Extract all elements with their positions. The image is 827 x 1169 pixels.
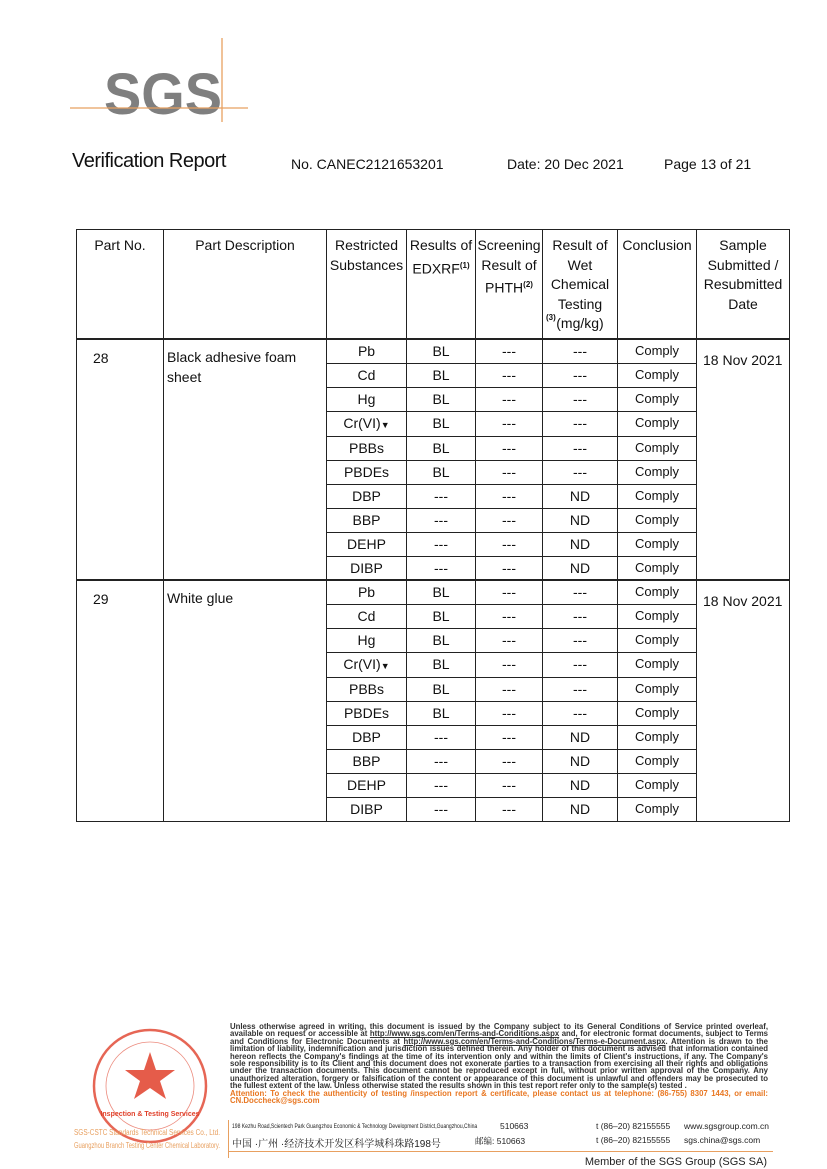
conclusion: Comply — [618, 604, 697, 628]
stamp-branch: Guangzhou Branch Testing Center Chemical Laboratory. — [74, 1141, 220, 1150]
header-wet-chemical-label: Result of Wet Chemical Testing (mg/kg) — [550, 237, 610, 331]
header-edxrf: Results of EDXRF$^{(1)}$ — [407, 230, 476, 340]
conclusion: Comply — [618, 339, 697, 363]
edxrf-result: --- — [407, 556, 476, 580]
phth-result: --- — [476, 604, 543, 628]
header-part-description: Part Description — [164, 230, 327, 340]
page-number: Page 13 of 21 — [664, 156, 752, 172]
sample-submitted-date: 18 Nov 2021 — [697, 339, 790, 580]
restricted-substance: Pb — [327, 339, 407, 363]
report-date: Date: 20 Dec 2021 — [507, 156, 624, 172]
part-no: 28 — [77, 339, 164, 580]
wet-chemical-result: --- — [543, 652, 618, 677]
restricted-substance: Cd — [327, 604, 407, 628]
wet-chemical-result: ND — [543, 556, 618, 580]
edxrf-result: BL — [407, 460, 476, 484]
conclusion: Comply — [618, 797, 697, 821]
edxrf-result: BL — [407, 701, 476, 725]
triangle-marker-icon: ▼ — [380, 660, 390, 671]
restricted-substance: BBP — [327, 508, 407, 532]
table-row — [77, 339, 790, 363]
phth-result: --- — [476, 387, 543, 411]
restricted-substance: PBBs — [327, 677, 407, 701]
wet-chemical-result: --- — [543, 628, 618, 652]
triangle-marker-icon: ▼ — [380, 419, 390, 430]
wet-chemical-result: --- — [543, 411, 618, 436]
header-restricted-substances: Restricted Substances — [327, 230, 407, 340]
restricted-substance: DIBP — [327, 556, 407, 580]
telephone-1: t (86–20) 82155555 — [596, 1121, 671, 1131]
edxrf-result: BL — [407, 580, 476, 604]
sgs-logo — [70, 38, 250, 128]
edxrf-result: --- — [407, 749, 476, 773]
edxrf-result: --- — [407, 484, 476, 508]
edxrf-result: BL — [407, 436, 476, 460]
phth-result: --- — [476, 363, 543, 387]
phth-result: --- — [476, 677, 543, 701]
authenticity-notice: Attention: To check the authenticity of testing /inspection report & certificate, please contact us at telephone: (86-755) 8307 1443, or email: CN.Doccheck@sgs.com — [230, 1088, 768, 1106]
table-header-row — [77, 230, 790, 340]
report-number: No. CANEC2121653201 — [291, 156, 444, 172]
email: sgs.china@sgs.com — [684, 1135, 761, 1145]
part-no: 29 — [77, 580, 164, 821]
edxrf-result: --- — [407, 725, 476, 749]
part-description: White glue — [164, 580, 327, 821]
company-stamp — [72, 1016, 222, 1166]
header-wet-chemical-footnote: (3) — [546, 313, 556, 322]
conclusion: Comply — [618, 773, 697, 797]
edxrf-result: --- — [407, 797, 476, 821]
wet-chemical-result: ND — [543, 797, 618, 821]
edxrf-result: BL — [407, 363, 476, 387]
phth-result: --- — [476, 556, 543, 580]
wet-chemical-result: --- — [543, 339, 618, 363]
conclusion: Comply — [618, 628, 697, 652]
terms-e-document-link[interactable]: http://www.sgs.com/en/Terms-and-Conditions/Terms-e-Document.aspx — [403, 1036, 666, 1046]
legal-disclaimer: Unless otherwise agreed in writing, this document is issued by the Company subject to its General Conditions of Service printed overleaf, available on request or accessible at http://www.sgs.com/en/Terms-and-Conditions.aspx and, for electronic format documents, subject to Terms and Conditions for Electronic Documents at http://www.sgs.com/en/Terms-and-Conditions/Terms-e-Document.aspx. Attention is drawn to the limitation of liability, indemnification and jurisdiction issues defined therein. Any holder of this document is advised that information contained hereon reflects the Company's findings at the time of its intervention only and within the limits of Client's instructions, if any. The Company's sole responsibility is to its Client and this document does not exonerate parties to a transaction from exercising all their rights and obligations under the transaction documents. This document cannot be reproduced except in full, without prior written approval of the Company. Any unauthorized alteration, forgery or falsification of the content or appearance of this document is unlawful and offenders may be prosecuted to the fullest extent of the law. Unless otherwise stated the results shown in this test report refer only to the sample(s) tested . Attention: To check the authenticity of testing /inspection report & certificate, please contact us at telephone: (86-755) 8307 1443, or email: CN.Doccheck@sgs.com — [230, 1022, 769, 1106]
sgs-logo-text: SGS — [104, 62, 222, 127]
conclusion: Comply — [618, 556, 697, 580]
edxrf-result: --- — [407, 773, 476, 797]
results-table — [76, 229, 790, 822]
wet-chemical-result: ND — [543, 773, 618, 797]
restricted-substance: BBP — [327, 749, 407, 773]
star-icon — [125, 1052, 175, 1099]
header-wet-chemical — [543, 230, 618, 340]
wet-chemical-result: --- — [543, 363, 618, 387]
conclusion: Comply — [618, 532, 697, 556]
phth-result: --- — [476, 532, 543, 556]
restricted-substance: Cd — [327, 363, 407, 387]
conclusion: Comply — [618, 484, 697, 508]
phth-result: --- — [476, 652, 543, 677]
conclusion: Comply — [618, 508, 697, 532]
conclusion: Comply — [618, 677, 697, 701]
restricted-substance: DBP — [327, 484, 407, 508]
conclusion: Comply — [618, 460, 697, 484]
report-title: Verification Report — [72, 150, 226, 172]
restricted-substance: DEHP — [327, 532, 407, 556]
conclusion: Comply — [618, 725, 697, 749]
stamp-label: Inspection & Testing Services — [100, 1111, 200, 1118]
stamp-company: SGS-CSTC Standards Technical Services Co., Ltd. — [74, 1128, 220, 1137]
phth-result: --- — [476, 701, 543, 725]
edxrf-result: --- — [407, 532, 476, 556]
wet-chemical-result: --- — [543, 460, 618, 484]
phth-result: --- — [476, 749, 543, 773]
conclusion: Comply — [618, 749, 697, 773]
wet-chemical-result: --- — [543, 677, 618, 701]
phth-result: --- — [476, 411, 543, 436]
wet-chemical-result: --- — [543, 580, 618, 604]
edxrf-result: --- — [407, 508, 476, 532]
wet-chemical-result: ND — [543, 532, 618, 556]
restricted-substance: Cr(VI)▼ — [327, 411, 407, 436]
conclusion: Comply — [618, 580, 697, 604]
edxrf-result: BL — [407, 652, 476, 677]
phth-result: --- — [476, 508, 543, 532]
edxrf-result: BL — [407, 387, 476, 411]
sample-submitted-date: 18 Nov 2021 — [697, 580, 790, 821]
header-sample-date: Sample Submitted / Resubmitted Date — [697, 230, 790, 340]
conclusion: Comply — [618, 652, 697, 677]
phth-result: --- — [476, 484, 543, 508]
restricted-substance: DEHP — [327, 773, 407, 797]
conclusion: Comply — [618, 411, 697, 436]
header-conclusion: Conclusion — [618, 230, 697, 340]
restricted-substance: Pb — [327, 580, 407, 604]
restricted-substance: DIBP — [327, 797, 407, 821]
phth-result: --- — [476, 580, 543, 604]
postcode-chinese: 邮编: 510663 — [475, 1136, 526, 1146]
phth-result: --- — [476, 797, 543, 821]
edxrf-result: BL — [407, 628, 476, 652]
telephone-2: t (86–20) 82155555 — [596, 1135, 671, 1145]
header-phth: Screening Result of PHTH$^{(2)}$ — [476, 230, 543, 340]
wet-chemical-result: --- — [543, 436, 618, 460]
phth-result: --- — [476, 436, 543, 460]
wet-chemical-result: --- — [543, 701, 618, 725]
wet-chemical-result: ND — [543, 725, 618, 749]
postcode-english: 510663 — [500, 1121, 529, 1131]
website: www.sgsgroup.com.cn — [684, 1121, 770, 1131]
phth-result: --- — [476, 725, 543, 749]
terms-link[interactable]: http://www.sgs.com/en/Terms-and-Conditions.aspx — [369, 1029, 560, 1039]
restricted-substance: Cr(VI)▼ — [327, 652, 407, 677]
address-english: 198 Kezhu Road,Scientech Park Guangzhou Economic & Technology Development District,Guangzhou,China — [232, 1123, 478, 1130]
edxrf-result: BL — [407, 339, 476, 363]
wet-chemical-result: --- — [543, 604, 618, 628]
restricted-substance: PBDEs — [327, 460, 407, 484]
phth-result: --- — [476, 460, 543, 484]
address-chinese: 中国 ·广州 ·经济技术开发区科学城科珠路198号 — [232, 1139, 441, 1150]
restricted-substance: Hg — [327, 628, 407, 652]
conclusion: Comply — [618, 701, 697, 725]
edxrf-result: BL — [407, 411, 476, 436]
wet-chemical-result: ND — [543, 749, 618, 773]
wet-chemical-result: ND — [543, 508, 618, 532]
wet-chemical-result: --- — [543, 387, 618, 411]
phth-result: --- — [476, 773, 543, 797]
restricted-substance: PBDEs — [327, 701, 407, 725]
phth-result: --- — [476, 339, 543, 363]
restricted-substance: PBBs — [327, 436, 407, 460]
conclusion: Comply — [618, 363, 697, 387]
header-part-no: Part No. — [77, 230, 164, 340]
conclusion: Comply — [618, 436, 697, 460]
restricted-substance: DBP — [327, 725, 407, 749]
member-statement: Member of the SGS Group (SGS SA) — [584, 1156, 767, 1168]
restricted-substance: Hg — [327, 387, 407, 411]
part-description: Black adhesive foam sheet — [164, 339, 327, 580]
phth-result: --- — [476, 628, 543, 652]
edxrf-result: BL — [407, 677, 476, 701]
conclusion: Comply — [618, 387, 697, 411]
table-row — [77, 580, 790, 604]
edxrf-result: BL — [407, 604, 476, 628]
wet-chemical-result: ND — [543, 484, 618, 508]
